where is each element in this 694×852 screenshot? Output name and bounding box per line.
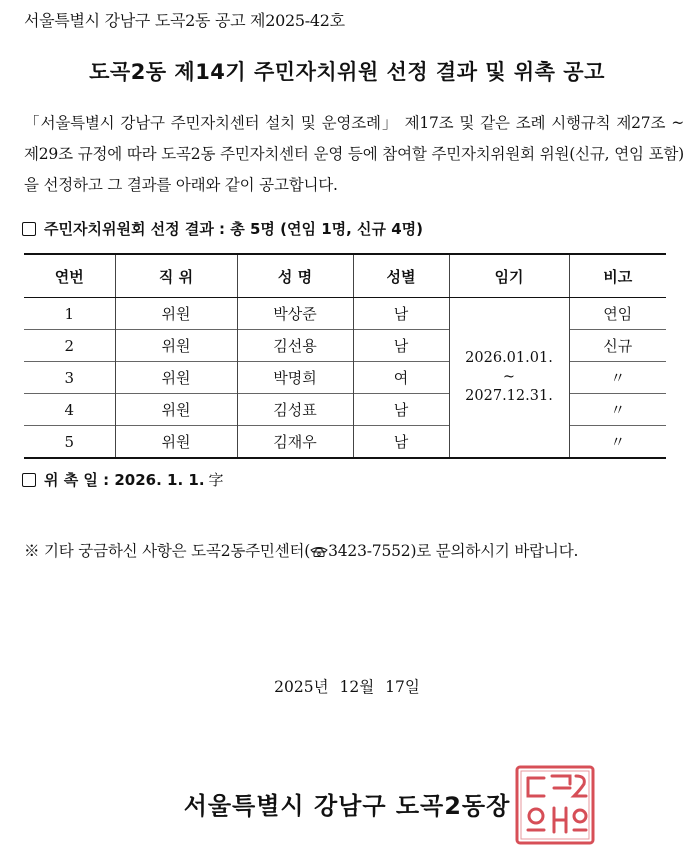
row-gender: 남 [353,298,449,330]
row-position: 위원 [115,426,237,459]
header-no: 연번 [24,254,115,298]
row-note: 신규 [569,330,666,362]
row-position: 위원 [115,362,237,394]
selection-result-label: 주민자치위원회 선정 결과 : 총 5명 (연임 1명, 신규 4명) [44,220,424,238]
row-gender: 남 [353,330,449,362]
square-bullet-icon [22,222,36,236]
appointment-date [22,469,224,490]
row-note: 〃 [569,362,666,394]
header-note: 비고 [569,254,666,298]
table-row [24,330,666,362]
row-no: 3 [24,362,115,394]
inquiry-suffix: )로 문의하시기 바랍니다. [410,542,579,560]
issuer-name: 서울특별시 강남구 도곡2동장 [183,792,511,820]
table-row [24,362,666,394]
row-gender: 남 [353,394,449,426]
members-table [24,253,666,459]
notice-number: 서울특별시 강남구 도곡2동 공고 제2025-42호 [24,11,345,30]
row-name: 김재우 [237,426,353,459]
appointment-date-suffix: 字 [208,471,224,489]
header-gender: 성별 [353,254,449,298]
inquiry-phone: 3423-7552 [328,542,411,560]
body-paragraph: 「서울특별시 강남구 주민자치센터 설치 및 운영조례」 제17조 및 같은 조례 시행규칙 제27조 ~ 제29조 규정에 따라 도곡2동 주민자치센터 운영 등에 참여할 주민자치위원회 위원(신규, 연임 포함)을 선정하고 그 결과를 아래와 같이 공고합니다. [24,114,684,194]
row-no: 4 [24,394,115,426]
row-note: 〃 [569,426,666,459]
issue-date: 2025년 12월 17일 [274,678,420,696]
row-no: 5 [24,426,115,459]
row-gender: 남 [353,426,449,459]
square-bullet-icon [22,473,36,487]
appointment-date-label: 위 촉 일 : 2026. 1. 1. [44,471,205,489]
term-separator: ~ [502,369,516,385]
inquiry-note [24,539,578,561]
table-row [24,394,666,426]
row-position: 위원 [115,394,237,426]
selection-result-heading [22,218,423,239]
row-name: 김선용 [237,330,353,362]
term-start: 2026.01.01. [465,350,553,366]
header-position: 직 위 [115,254,237,298]
row-name: 박상준 [237,298,353,330]
row-note: 〃 [569,394,666,426]
term-cell [449,298,569,459]
header-term: 임기 [449,254,569,298]
row-position: 위원 [115,330,237,362]
table-row [24,426,666,459]
row-note: 연임 [569,298,666,330]
official-seal-icon [514,764,596,846]
row-no: 1 [64,304,75,323]
header-name: 성 명 [237,254,353,298]
row-name: 김성표 [237,394,353,426]
table-row [24,298,666,330]
row-name: 박명희 [237,362,353,394]
row-position: 위원 [115,298,237,330]
inquiry-prefix: ※ 기타 궁금하신 사항은 도곡2동주민센터( [24,542,311,560]
row-gender: 여 [353,362,449,394]
document-title: 도곡2동 제14기 주민자치위원 선정 결과 및 위촉 공고 [89,60,605,84]
row-no: 2 [24,330,115,362]
telephone-icon [310,546,328,557]
term-end: 2027.12.31. [465,388,553,404]
table-header-row [24,254,666,298]
